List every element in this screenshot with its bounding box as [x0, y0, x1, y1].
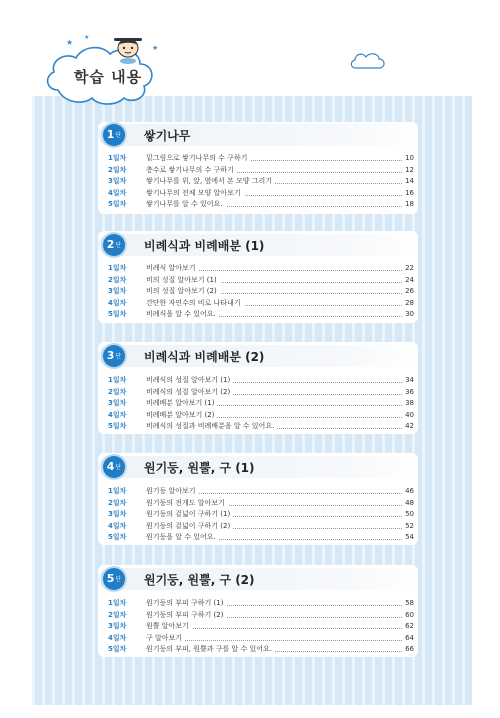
lesson-row[interactable]: 5일차 비례식의 성질과 비례배분을 알 수 있어요. 42	[98, 421, 418, 433]
lesson-row[interactable]: 3일차 쌓기나무를 위, 앞, 옆에서 본 모양 그리기 14	[98, 176, 418, 188]
lesson-row[interactable]: 1일차 비례식의 성질 알아보기 (1) 34	[98, 375, 418, 387]
unit-badge: 3단	[103, 345, 125, 367]
lesson-row[interactable]: 1일차 비례식 알아보기 22	[98, 263, 418, 275]
lesson-row[interactable]: 4일차 구 알아보기 64	[98, 633, 418, 645]
page-title: 학습 내용	[73, 68, 143, 86]
lesson-row[interactable]: 2일차 비의 성질 알아보기 (1) 24	[98, 275, 418, 287]
lesson-row[interactable]: 2일차 비례식의 성질 알아보기 (2) 36	[98, 387, 418, 399]
child-character-icon	[110, 34, 146, 64]
lesson-row[interactable]: 3일차 비례배분 알아보기 (1) 38	[98, 398, 418, 410]
lesson-list	[98, 263, 418, 321]
section-title: 비례식과 비례배분 (1)	[144, 239, 265, 253]
lesson-row[interactable]: 5일차 원기둥의 부피, 원뿔과 구를 알 수 있어요. 66	[98, 644, 418, 656]
lesson-row[interactable]: 2일차 원기둥의 전개도 알아보기 48	[98, 498, 418, 510]
unit-badge: 1단	[103, 124, 125, 146]
lesson-row[interactable]: 2일차 층수로 쌓기나무의 수 구하기 12	[98, 165, 418, 177]
section-header	[98, 234, 418, 256]
lesson-row[interactable]: 4일차 원기둥의 겉넓이 구하기 (2) 52	[98, 521, 418, 533]
lesson-row[interactable]: 3일차 비의 성질 알아보기 (2) 26	[98, 286, 418, 298]
lesson-list	[98, 486, 418, 544]
unit-badge: 5단	[103, 568, 125, 590]
section-header	[98, 568, 418, 590]
lesson-row[interactable]: 1일차 원기둥 알아보기 46	[98, 486, 418, 498]
lesson-row[interactable]: 3일차 원기둥의 겉넓이 구하기 (1) 50	[98, 509, 418, 521]
lesson-row[interactable]: 3일차 원뿔 알아보기 62	[98, 621, 418, 633]
lesson-row[interactable]: 4일차 간단한 자연수의 비로 나타내기 28	[98, 298, 418, 310]
lesson-row[interactable]: 5일차 비례식을 알 수 있어요. 30	[98, 309, 418, 321]
lesson-row[interactable]: 5일차 쌓기나무를 알 수 있어요. 18	[98, 199, 418, 211]
star-icon: ★	[66, 38, 74, 47]
section-header	[98, 124, 418, 146]
small-cloud-icon	[348, 50, 388, 74]
lesson-row[interactable]: 4일차 비례배분 알아보기 (2) 40	[98, 410, 418, 422]
section-title: 원기둥, 원뿔, 구 (2)	[144, 573, 255, 587]
lesson-list	[98, 375, 418, 433]
unit-badge: 4단	[103, 456, 125, 478]
lesson-row[interactable]: 2일차 원기둥의 부피 구하기 (2) 60	[98, 610, 418, 622]
lesson-row[interactable]: 4일차 쌓기나무의 전체 모양 알아보기 16	[98, 188, 418, 200]
star-icon: ★	[152, 44, 159, 52]
section-title: 원기둥, 원뿔, 구 (1)	[144, 461, 255, 475]
lesson-list	[98, 598, 418, 656]
section-header	[98, 456, 418, 478]
unit-badge: 2단	[103, 234, 125, 256]
section-header	[98, 345, 418, 367]
lesson-row[interactable]: 1일차 밑그림으로 쌓기나무의 수 구하기 10	[98, 153, 418, 165]
star-icon: ★	[84, 34, 90, 41]
lesson-row[interactable]: 1일차 원기둥의 부피 구하기 (1) 58	[98, 598, 418, 610]
lesson-list	[98, 153, 418, 211]
section-title: 비례식과 비례배분 (2)	[144, 350, 265, 364]
section-title: 쌓기나무	[144, 129, 191, 143]
lesson-row[interactable]: 5일차 원기둥을 알 수 있어요. 54	[98, 532, 418, 544]
